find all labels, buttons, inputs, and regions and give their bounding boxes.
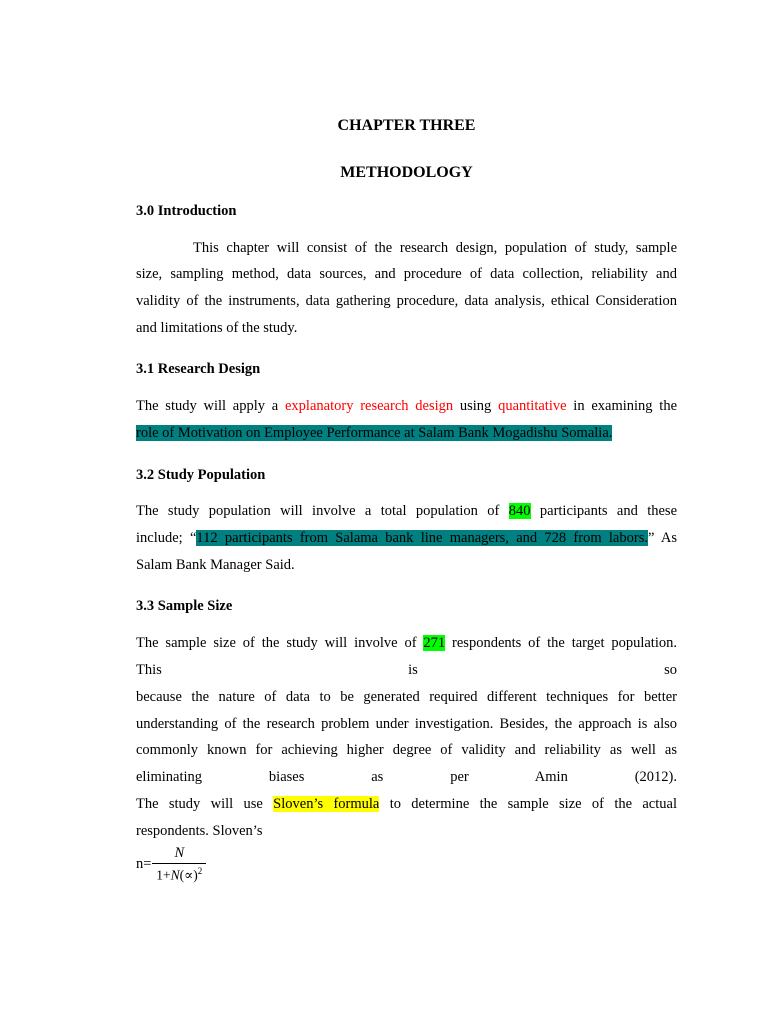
paragraph-line: size, sampling method, data sources, and procedure of data collection, reliability and [136,266,677,282]
paragraph-line: understanding of the research problem under investigation. Besides, the approach is also [136,716,677,732]
paragraph-line: Salam Bank Manager Said. [136,557,295,573]
paragraph-line: commonly known for achieving higher degree of validity and reliability as well as [136,742,677,758]
chapter-title: CHAPTER THREE [337,117,476,134]
yellow-highlight: Sloven’s formula [273,796,380,812]
paragraph-line: This is so [136,662,677,678]
paragraph-line: The sample size of the study will involve of 271 respondents of the target population. [136,635,677,651]
formula-exponent: 2 [197,866,203,876]
paragraph-line [136,424,677,442]
teal-highlight: 112 participants from Salama bank line managers, and 728 from labors. [196,530,648,546]
main-title: METHODOLOGY [340,164,473,181]
paragraph-line: and limitations of the study. [136,320,298,336]
paragraph-line: The study population will involve a total population of 840 participants and these [136,503,678,519]
paragraph-line: because the nature of data to be generated required different techniques for better [136,689,677,705]
paragraph-line: The study will apply a explanatory research design using quantitative in examining the [136,398,678,414]
formula-numerator: N [152,845,206,864]
slovens-formula [136,845,206,884]
section-heading-research-design: 3.1 Research Design [136,361,261,377]
formula-lhs: n= [136,855,152,872]
paragraph-line: This chapter will consist of the research design, population of study, sample [193,240,677,256]
section-heading-introduction: 3.0 Introduction [136,203,237,219]
paragraph-line: The study will use Sloven’s formula to determine the sample size of the actual [136,796,677,812]
section-heading-study-population: 3.2 Study Population [136,467,266,483]
paragraph-line: eliminating biases as per Amin (2012). [136,769,677,785]
paragraph-line: validity of the instruments, data gathering procedure, data analysis, ethical Consideration [136,293,677,309]
formula-fraction [152,845,206,884]
green-highlight: 840 [508,503,531,519]
red-text: explanatory research design [285,398,454,414]
teal-highlight: role of Motivation on Employee Performance at Salam Bank Mogadishu Somalia. [136,425,613,441]
paragraph-line: include; “112 participants from Salama bank line managers, and 728 from labors.” As [136,530,677,546]
section-heading-sample-size: 3.3 Sample Size [136,598,233,614]
red-text: quantitative [498,398,567,414]
paragraph-line: respondents. Sloven’s [136,823,263,839]
green-highlight: 271 [423,635,446,651]
formula-denominator: $1+N(\propto)^2$ [156,866,203,883]
